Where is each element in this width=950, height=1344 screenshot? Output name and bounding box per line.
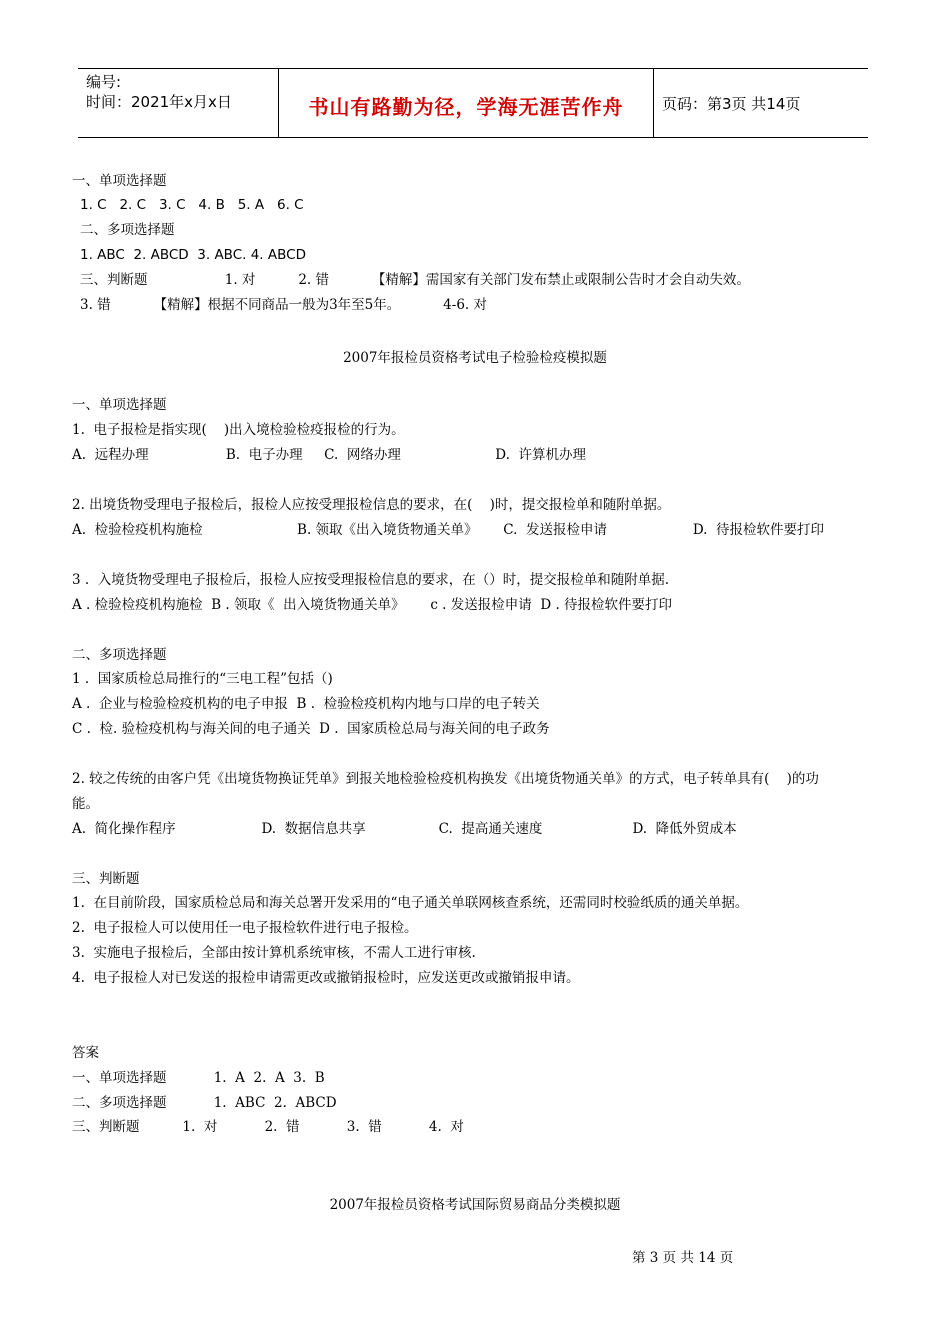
- exam1-m1-option-cd: C . 检. 验检疫机构与海关间的电子通关 D . 国家质检总局与海关间的电子政务: [72, 721, 550, 737]
- header-table: [78, 68, 868, 138]
- exam1-q3: 3 . 入境货物受理电子报检后，报检人应按受理报检信息的要求，在（）时，提交报检单和随附单据.: [72, 572, 670, 588]
- answers-single: 一、单项选择题 1. A 2. A 3. B: [72, 1070, 325, 1086]
- exam1-title: 2007年报检员资格考试电子检验检疫模拟题: [343, 350, 607, 366]
- exam1-q2: 2. 出境货物受理电子报检后，报检人应按受理报检信息的要求，在( )时，提交报检单和随附单据。: [72, 497, 671, 513]
- answers-multi: 二、多项选择题 1. ABC 2. ABCD: [72, 1095, 337, 1111]
- header-motto: 书山有路勤为径，学海无涯苦作舟: [308, 95, 624, 119]
- answers-heading: 答案: [72, 1045, 99, 1061]
- serial-label: 编号:: [86, 73, 122, 91]
- prev-judge-line-2: 3. 错 【精解】根据不同商品一般为3年至5年。 4-6. 对: [80, 297, 487, 313]
- exam1-m2-continued: 能。: [72, 796, 99, 812]
- exam1-multi-heading: 二、多项选择题: [72, 647, 167, 663]
- exam1-m2-options: A. 简化操作程序 D. 数据信息共享 C. 提高通关速度 D. 降低外贸成本: [72, 821, 737, 837]
- exam1-q1: 1. 电子报检是指实现( )出入境检验检疫报检的行为。: [72, 422, 405, 438]
- header-middle-cell: [278, 69, 654, 137]
- exam2-title: 2007年报检员资格考试国际贸易商品分类模拟题: [329, 1197, 621, 1213]
- prev-single-heading: 一、单项选择题: [72, 173, 167, 189]
- answers-judge: 三、判断题 1. 对 2. 错 3. 错 4. 对: [72, 1119, 464, 1135]
- prev-multi-answers: 1. ABC 2. ABCD 3. ABC. 4. ABCD: [80, 247, 306, 263]
- prev-judge-line: 三、判断题 1. 对 2. 错 【精解】需国家有关部门发布禁止或限制公告时才会自动失效。: [80, 272, 750, 288]
- exam1-q3-options: A . 检验检疫机构施检 B . 领取《 出入境货物通关单》 c . 发送报检申请 D . 待报检软件要打印: [72, 597, 673, 613]
- exam1-j2: 2. 电子报检人可以使用任一电子报检软件进行电子报检。: [72, 920, 418, 936]
- exam1-judge-heading: 三、判断题: [72, 871, 140, 887]
- header-left-cell: [78, 69, 278, 137]
- exam1-q1-options: A. 远程办理 B. 电子办理 C. 网络办理 D. 许算机办理: [72, 447, 586, 463]
- exam1-m1: 1 . 国家质检总局推行的“三电工程”包括（): [72, 671, 333, 687]
- exam1-m1-option-ab: A . 企业与检验检疫机构的电子申报 B . 检验检疫机构内地与口岸的电子转关: [72, 696, 540, 712]
- exam1-q2-options: A. 检验检疫机构施检 B. 领取《出入境货物通关单》 C. 发送报检申请 D. 待报检软件要打印: [72, 522, 825, 538]
- page-label: 页码：第3页 共14页: [662, 95, 801, 113]
- prev-single-answers: 1. C 2. C 3. C 4. B 5. A 6. C: [80, 197, 304, 213]
- time-label: 时间：2021年x月x日: [86, 93, 232, 111]
- page-footer: 第 3 页 共 14 页: [632, 1250, 734, 1266]
- exam1-m2: 2. 较之传统的由客户凭《出境货物换证凭单》到报关地检验检疫机构换发《出境货物通关单》的方式，电子转单具有( )的功: [72, 771, 819, 787]
- header-right-cell: [654, 69, 868, 137]
- exam1-j3: 3. 实施电子报检后，全部由按计算机系统审核，不需人工进行审核.: [72, 945, 476, 961]
- prev-multi-heading: 二、多项选择题: [80, 222, 175, 238]
- exam1-single-heading: 一、单项选择题: [72, 397, 167, 413]
- exam1-j4: 4. 电子报检人对已发送的报检申请需更改或撤销报检时，应发送更改或撤销报申请。: [72, 970, 580, 986]
- exam1-j1: 1. 在目前阶段，国家质检总局和海关总署开发采用的“电子通关单联网核查系统，还需同时校验纸质的通关单据。: [72, 895, 749, 911]
